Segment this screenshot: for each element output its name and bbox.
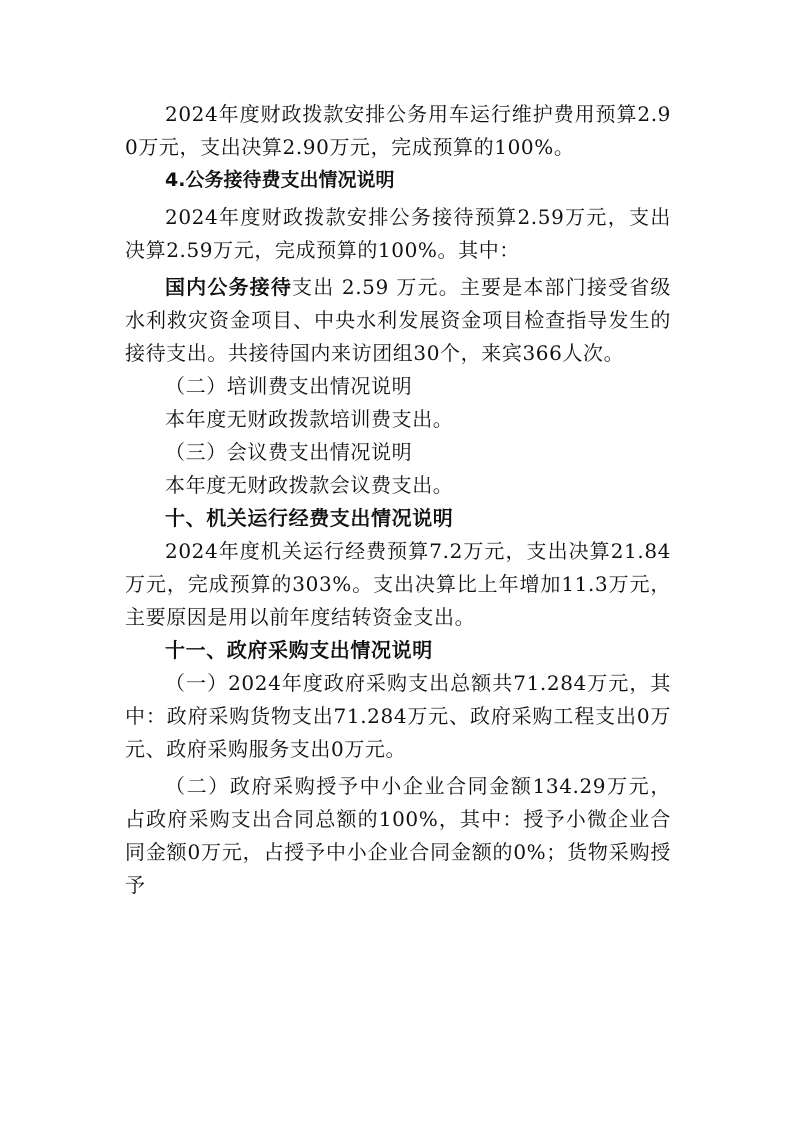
reception-budget-paragraph: 2024年度财政拨款安排公务接待预算2.59万元，支出决算2.59万元，完成预算的100%。其中：: [125, 205, 671, 262]
meeting-expense-paragraph: 本年度无财政拨款会议费支出。: [165, 473, 454, 497]
sme-contract-paragraph: （二）政府采购授予中小企业合同金额134.29万元，占政府采购支出合同总额的100%，其中：授予小微企业合同金额0万元，占授予中小企业合同金额的0%；货物采购授予: [125, 774, 671, 897]
meeting-expense-heading: （三）会议费支出情况说明: [165, 440, 413, 464]
procurement-total-paragraph: （一）2024年度政府采购支出总额共71.284万元，其中：政府采购货物支出71.284万元、政府采购工程支出0万元、政府采购服务支出0万元。: [125, 671, 671, 761]
operating-expense-paragraph: 2024年度机关运行经费预算7.2万元，支出决算21.84万元，完成预算的303%。支出决算比上年增加11.3万元，主要原因是用以前年度结转资金支出。: [125, 539, 671, 629]
domestic-reception-text: 支出 2.59 万元。主要是本部门接受省级水利救灾资金项目、中央水利发展资金项目检查指导发生的接待支出。共接待国内来访团组30个，来宾366人次。: [125, 275, 671, 365]
training-expense-paragraph: 本年度无财政拨款培训费支出。: [165, 407, 454, 431]
training-expense-heading: （二）培训费支出情况说明: [165, 374, 413, 398]
domestic-reception-label: 国内公务接待: [165, 275, 293, 299]
reception-expense-heading: 4.公务接待费支出情况说明: [165, 169, 395, 191]
section-10-heading: 十、机关运行经费支出情况说明: [165, 506, 454, 530]
document-page: [125, 98, 671, 902]
section-11-heading: 十一、政府采购支出情况说明: [165, 638, 433, 662]
domestic-reception-paragraph: [125, 271, 671, 370]
vehicle-maintenance-paragraph: 2024年度财政拨款安排公务用车运行维护费用预算2.90万元，支出决算2.90万元，完成预算的100%。: [125, 102, 671, 159]
